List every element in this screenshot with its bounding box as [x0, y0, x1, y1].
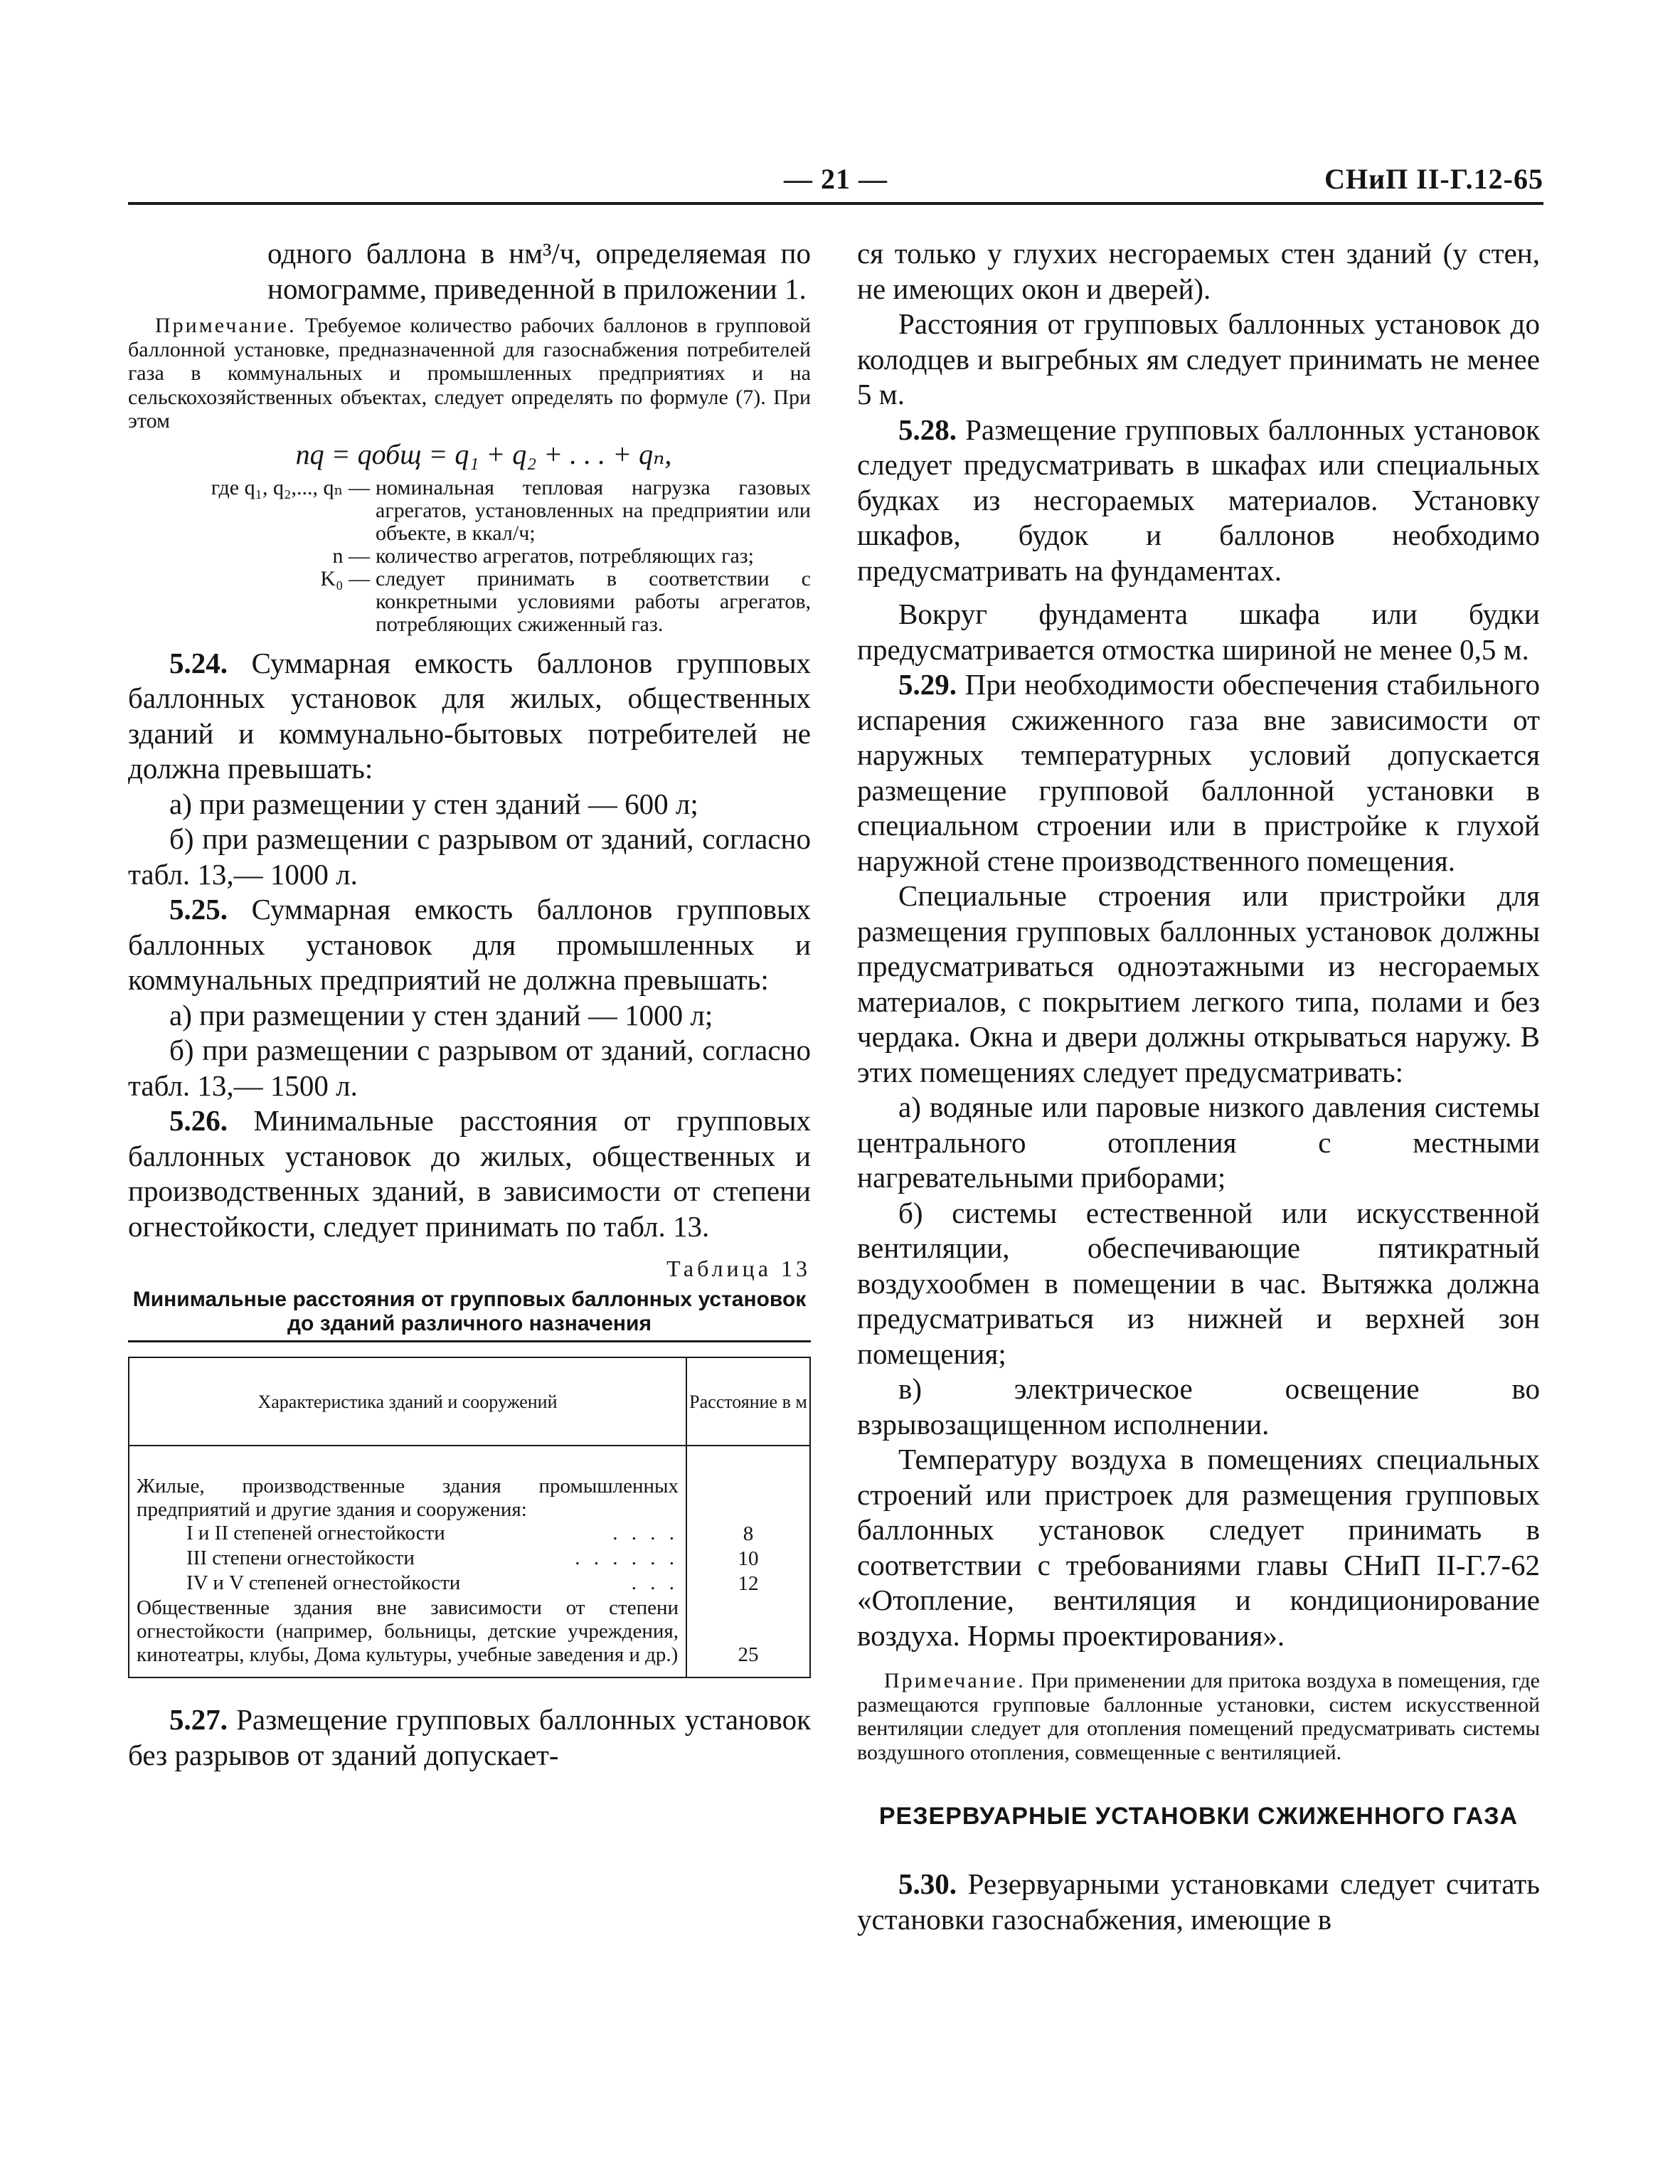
- clause-5-25-a: а) при размещении у стен зданий — 1000 л;: [169, 998, 713, 1032]
- definition-term: где q₁, q₂,..., qₙ —: [211, 475, 370, 499]
- table-header-distance: Расстояние в м: [686, 1357, 810, 1446]
- clause-5-26: [128, 1103, 811, 1244]
- clause-5-24-b: б) при размещении с разрывом от зданий, согласно табл. 13,— 1000 л.: [128, 822, 811, 891]
- clause-text: Резервуарными установками следует считать установки газоснабжения, имеющие в: [857, 1867, 1540, 1936]
- right-column: [857, 236, 1540, 1937]
- table-row: [129, 1571, 810, 1596]
- clause-number: 5.26.: [169, 1104, 228, 1137]
- table-label: Таблица 13: [666, 1256, 811, 1281]
- definition-term: n —: [332, 544, 370, 568]
- clause-text: Размещение групповых баллонных установок без разрывов от зданий допускает-: [128, 1703, 811, 1771]
- clause-5-29: [857, 667, 1540, 879]
- formula: nq = qобщ = q₁ + q₂ + . . . + qₙ,: [295, 438, 672, 470]
- distance-table: [128, 1357, 811, 1678]
- clause-5-24-a: а) при размещении у стен зданий — 600 л;: [169, 787, 698, 820]
- paragraph: Расстояния от групповых баллонных установок до колодцев и выгребных ям следует принимать не менее 5 м.: [857, 307, 1540, 410]
- note-1-text: Требуемое количество рабочих баллонов в групповой баллонной установке, предназначенной для газоснабжения потребителей газа в коммунальных и промышленных предприятиях и на сельскохозяйственных объектах, следует определять по формуле (7). При этом: [128, 314, 812, 433]
- table-cell-value: 8: [686, 1522, 810, 1547]
- table-row: [129, 1596, 810, 1677]
- table-header-row: [129, 1357, 810, 1446]
- note-2-label: Примечание.: [884, 1669, 1026, 1692]
- table-title: Минимальные расстояния от групповых баллонных установок до зданий различного назначения: [132, 1288, 807, 1335]
- leader-dots: . . . .: [612, 1522, 679, 1544]
- note-2-text: При применении для притока воздуха в помещения, где размещаются групповые баллонные установки, систем искусственной вентиляции следует для отопления помещений предусматривать системы воздушного отопления, совмещенные с вентиляцией.: [857, 1669, 1541, 1764]
- table-row: [129, 1522, 810, 1547]
- definition-row: [128, 477, 811, 545]
- definition-row: [128, 545, 811, 568]
- clause-text: Размещение групповых баллонных установок следует предусматривать в шкафах или специальных будках из несгораемых материалов. Установку шкафов, будок и баллонов необходимо предусматривать на фундаментах.: [857, 413, 1540, 587]
- clause-number: 5.29.: [898, 668, 957, 701]
- clause-5-25: [128, 892, 811, 998]
- document-code: СНиП II-Г.12-65: [1324, 163, 1543, 195]
- clause-5-28: [857, 413, 1540, 589]
- note-2: [857, 1669, 1540, 1764]
- table-title-rule: [128, 1340, 811, 1342]
- paragraph: Температуру воздуха в помещениях специальных строений или пристроек для размещения групповых баллонных установок следует принимать в соответствии с требованиями главы СНиП II-Г.7-62 «Отопление, вентиляция и кондиционирование воздуха. Нормы проектирования».: [857, 1443, 1540, 1652]
- note-1-label: Примечание.: [155, 314, 297, 337]
- definition-text: количество агрегатов, потребляющих газ;: [376, 544, 754, 568]
- formula-definitions: [128, 477, 811, 636]
- table-row: [129, 1446, 810, 1522]
- note-1: [128, 314, 811, 433]
- paragraph: Специальные строения или пристройки для размещения групповых баллонных установок должны предусматриваться одноэтажными из несгораемых материалов, с покрытием легкого типа, полами и без чердака. Окна и двери должны открываться наружу. В этих помещениях следует предусматривать:: [857, 879, 1540, 1088]
- clause-5-25-b: б) при размещении с разрывом от зданий, согласно табл. 13,— 1500 л.: [128, 1034, 811, 1102]
- section-heading: РЕЗЕРВУАРНЫЕ УСТАНОВКИ СЖИЖЕННОГО ГАЗА: [878, 1803, 1519, 1830]
- clause-text: При необходимости обеспечения стабильного испарения сжиженного газа вне зависимости от наружных температурных условий допускается размещение групповой баллонной установки в специальном строении или в пристройке к глухой наружной стене производственного помещения.: [857, 668, 1540, 877]
- list-item-a: а) водяные или паровые низкого давления системы центрального отопления с местными нагревательными приборами;: [857, 1091, 1540, 1194]
- definition-row: [128, 568, 811, 636]
- table-cell-group: Жилые, производственные здания промышленных предприятий и другие здания и сооружения:: [129, 1446, 686, 1522]
- clause-number: 5.24.: [169, 646, 228, 679]
- paragraph: Вокруг фундамента шкафа или будки предусматривается отмостка шириной не менее 0,5 м.: [857, 598, 1540, 666]
- row-label: IV и V степеней огнестойкости: [186, 1571, 461, 1594]
- definition-text: номинальная тепловая нагрузка газовых агрегатов, установленных на предприятии или объекте, в ккал/ч;: [376, 475, 811, 545]
- table-cell-value: 12: [686, 1571, 810, 1596]
- table-cell-empty: [686, 1446, 810, 1522]
- header-rule: [128, 202, 1543, 205]
- leader-dots: . . .: [631, 1571, 679, 1594]
- list-item-c: в) электрическое освещение во взрывозащищенном исполнении.: [857, 1372, 1540, 1441]
- table-cell-value: 10: [686, 1547, 810, 1571]
- definition-term: K₀ —: [320, 566, 370, 590]
- continued-paragraph: ся только у глухих несгораемых стен зданий (у стен, не имеющих окон и дверей).: [857, 237, 1540, 305]
- clause-text: Минимальные расстояния от групповых баллонных установок до жилых, общественных и производственных зданий, в зависимости от степени огнестойкости, следует принимать по табл. 13.: [128, 1104, 812, 1243]
- clause-number: 5.25.: [169, 893, 228, 926]
- list-item-b: б) системы естественной или искусственной вентиляции, обеспечивающие пятикратный воздухообмен в помещении в час. Вытяжка должна предусматриваться из нижней и верхней зон помещения;: [857, 1196, 1540, 1370]
- clause-5-24: [128, 646, 811, 787]
- table-header-characteristics: Характеристика зданий и сооружений: [129, 1357, 686, 1446]
- table-row: [129, 1547, 810, 1571]
- clause-5-30: [857, 1867, 1540, 1937]
- table-cell-label: [129, 1547, 686, 1571]
- row-label: III степени огнестойкости: [186, 1547, 415, 1569]
- table-cell-value: 25: [686, 1596, 810, 1677]
- clause-number: 5.27.: [169, 1703, 228, 1736]
- row-label: I и II степеней огнестойкости: [186, 1522, 445, 1544]
- clause-number: 5.28.: [898, 413, 957, 446]
- table-cell-label: [129, 1522, 686, 1547]
- definition-text: следует принимать в соответствии с конкретными условиями работы агрегатов, потребляющих сжиженный газ.: [376, 566, 811, 636]
- table-cell-label: [129, 1571, 686, 1596]
- clause-text: Суммарная емкость баллонов групповых баллонных установок для промышленных и коммунальных предприятий не должна превышать:: [128, 893, 812, 996]
- clause-number: 5.30.: [898, 1867, 957, 1900]
- page-header: [128, 162, 1543, 196]
- clause-text: Суммарная емкость баллонов групповых баллонных установок для жилых, общественных зданий и коммунально-бытовых потребителей не должна превышать:: [128, 646, 812, 785]
- left-column: [128, 236, 811, 1773]
- page-number: — 21 —: [784, 163, 888, 195]
- continued-paragraph: одного баллона в нм³/ч, определяемая по номограмме, приведенной в приложении 1.: [267, 237, 811, 305]
- clause-5-27: [128, 1702, 811, 1773]
- leader-dots: . . . . . .: [575, 1547, 679, 1569]
- table-cell-group: Общественные здания вне зависимости от степени огнестойкости (например, больницы, детские учреждения, кинотеатры, клубы, Дома культуры, учебные заведения и др.): [129, 1596, 686, 1677]
